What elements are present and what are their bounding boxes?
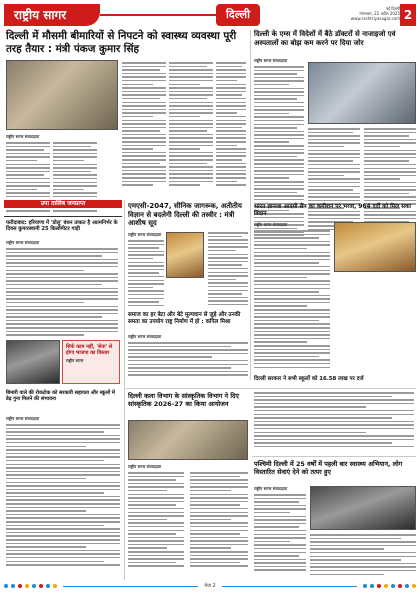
meta-city: नई दिल्ली [385, 6, 400, 11]
column-rule-2 [124, 200, 125, 580]
right-low-col2 [310, 534, 416, 577]
page-number: 2 [400, 4, 416, 26]
left-quote-byline: राष्ट्रीय सागर [66, 358, 84, 363]
center-mid-photo [166, 232, 204, 278]
column-rule-1 [250, 30, 251, 380]
lead-col5-text [216, 62, 246, 188]
center-low-headline: दिल्ली कला विभाग के सांस्कृतिक विभाग ने दिए सांस्कृतिक 2026-27 का किया आयोजन [128, 392, 239, 408]
left-low-headline: बिमारी वाले की रोकटोक को सरकारी सहायता और स्कूलों में डेढ़ गुना मिलने की संभावना [6, 390, 115, 403]
left-mid-photo [6, 340, 60, 384]
right-mid-headline: भारत ज्ञानजा आदमी सैप का कमीशन पर भरवा, 964 दर्दी को मिल सका विदान [254, 204, 411, 218]
footer-dots-left [4, 584, 57, 588]
center-mid-headline: एमएसी-2047, सीनिक जागरूक, अतीतीय विज्ञान से बदलेगी दिल्ली की तस्वीर : मंत्री आशीष सूद [128, 202, 242, 228]
footer-rule [63, 586, 198, 587]
right-top-headline: दिल्ली के एम्स में विदेशों में बैठे डॉक्टरों से नाजाइजो एवं अस्पतालों का बोझ कम करने पर दिया जोर [254, 30, 396, 47]
right-low-byline: राष्ट्रीय सागर संवाददाता [254, 486, 288, 491]
left-low-byline: राष्ट्रीय सागर संवाददाता [6, 416, 40, 421]
left-quote-headline: सिर्फ काम नहीं, 'सेवा' से होगा भाजपा का विस्तार [66, 344, 113, 356]
center-sub-byline: राष्ट्रीय सागर संवाददाता [128, 334, 162, 339]
hrule-left [4, 216, 122, 217]
left-mid-byline: राष्ट्रीय सागर संवाददाता [6, 240, 40, 245]
hrule-center [126, 388, 416, 389]
left-kicker: उपा तालिब जनप्राप्त [4, 200, 122, 208]
lead-col3-text [122, 62, 166, 188]
center-low-photo [128, 420, 248, 460]
center-sub-headline: समाज का हर बेटा और बेटे मूल्यवान से जुड़े और उनकी समता का उपयोग राष्ट्र निर्माण में हो : कपिल मिश्रा [128, 312, 241, 325]
right-mid-byline: राष्ट्रीय सागर संवाददाता [254, 222, 288, 227]
left-low-text [6, 424, 120, 568]
footer-rule-right [222, 586, 357, 587]
lead-byline: राष्ट्रीय सागर संवाददाता [6, 134, 40, 139]
left-quote-box [62, 340, 120, 384]
right-top-byline: राष्ट्रीय सागर संवाददाता [254, 58, 288, 63]
right-mid-photo [334, 222, 416, 272]
meta-date: मंगलवार, 22 अप्रैल 2025 [359, 11, 400, 16]
footer-bar [4, 582, 416, 590]
right-low-photo [310, 486, 416, 530]
city-label: दिल्ली [216, 4, 260, 26]
lead-col4-text [169, 62, 213, 188]
footer-page-label: पेज 2 [204, 583, 216, 589]
lead-headline: दिल्ली में मौसमी बीमारियों से निपटने को स्वास्थ्य व्यवस्था पूरी तरह तैयार : मंत्री पंकज कुमार सिंह [6, 30, 237, 55]
masthead-rule [100, 14, 218, 16]
hrule-right [252, 456, 416, 457]
right-low-headline: पश्चिमी दिल्ली में 25 वर्षों में पहली बार स्वास्थ्य अभियान, लोग विस्तारित सेवाएं देने को तत्पर हुए [254, 460, 403, 476]
center-mid-byline: राष्ट्रीय सागर संवाददाता [128, 232, 162, 237]
right-mid-lower-text [254, 392, 414, 450]
lead-photo [6, 60, 118, 130]
masthead-meta [320, 6, 400, 21]
paper-name: राष्ट्रीय सागर [4, 4, 100, 26]
right-low-col1 [254, 494, 306, 573]
center-sub-text [128, 342, 248, 378]
center-low-col2 [190, 472, 248, 569]
masthead [4, 4, 416, 26]
center-low-col1 [128, 472, 184, 569]
center-mid-col2 [208, 232, 248, 307]
right-top-photo [308, 62, 416, 124]
footer-dots-right [363, 584, 416, 588]
center-low-b-headline: दिल्ली सरकार ने सभी स्कूलों को 16.58 लाख पर दर्ज [254, 376, 364, 382]
meta-website: www.rashtriyasagar.com [350, 16, 400, 21]
left-mid-headline: फरीदाबाद: हरियाणा में 'डोलू' बंधन ताकत है आत्मनिर्भर के दिवस कुमारस्वामी 25 किलोमीटर गाड़ी [6, 220, 118, 233]
center-mid-col1 [128, 240, 164, 308]
left-mid-text [6, 248, 118, 338]
right-mid-text [254, 230, 330, 370]
center-low-byline: राष्ट्रीय सागर संवाददाता [128, 464, 162, 469]
